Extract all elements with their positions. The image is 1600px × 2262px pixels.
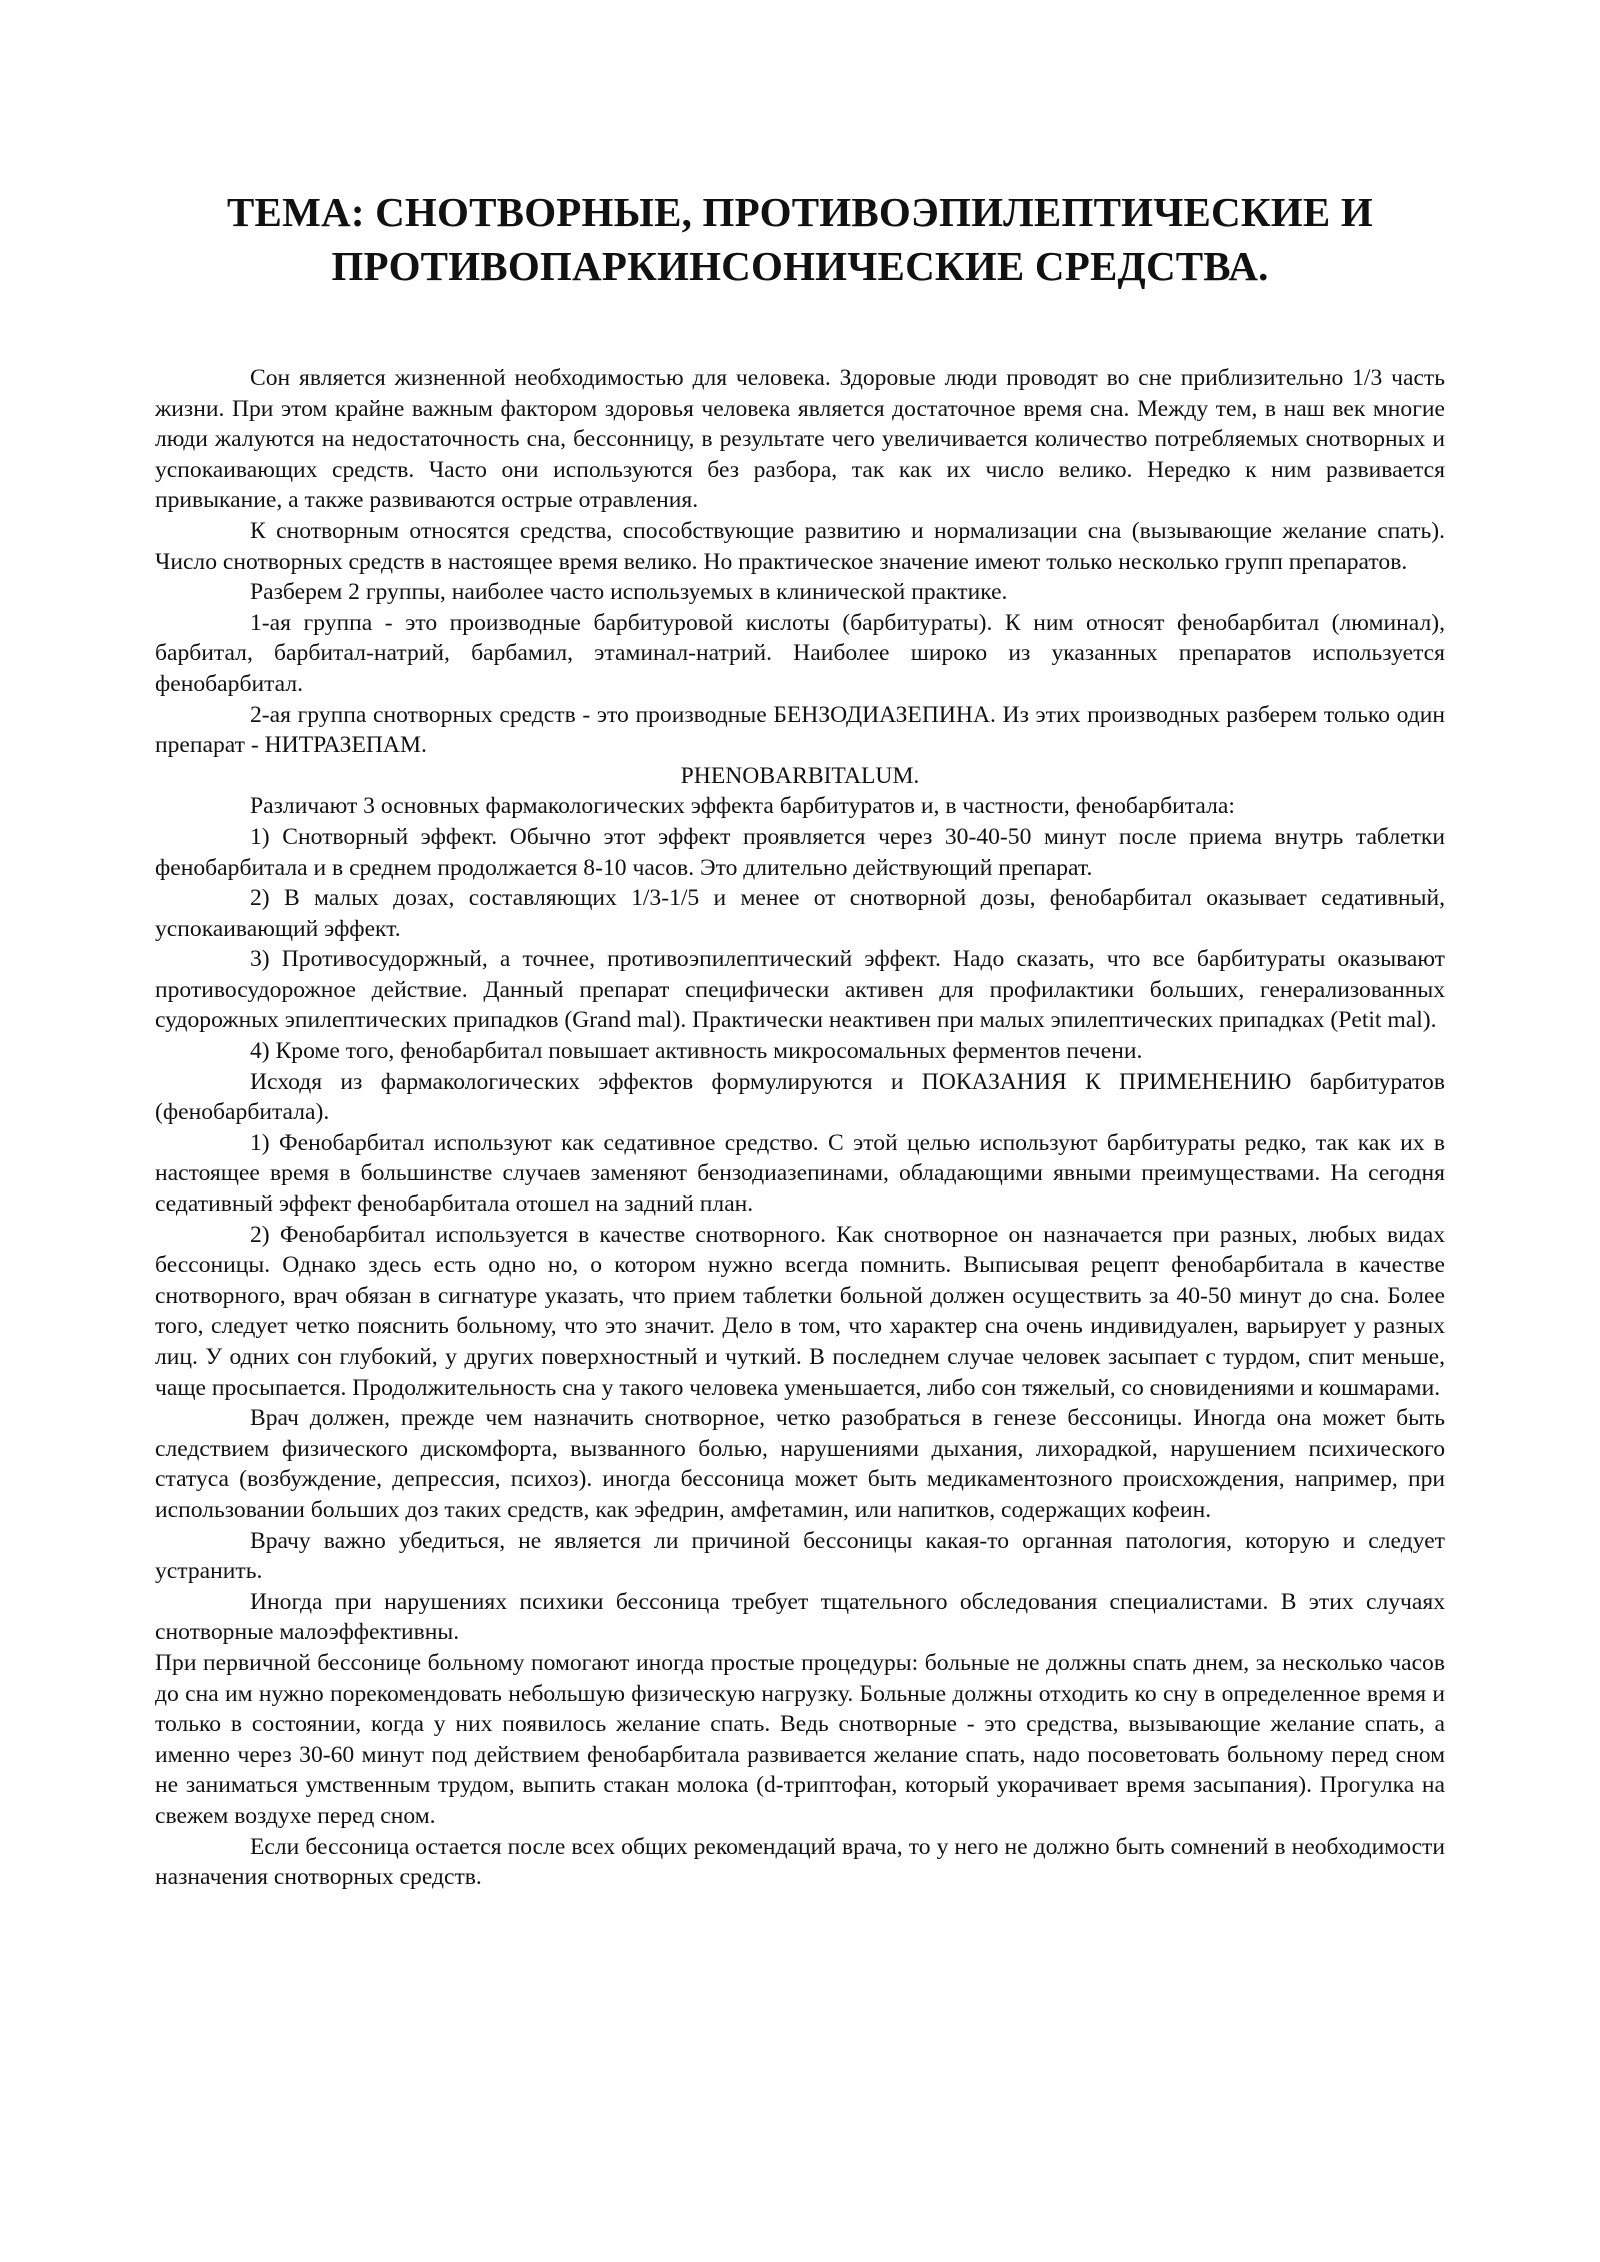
paragraph: Сон является жизненной необходимостью для человека. Здоровые люди проводят во сне приблизительно 1/3 часть жизни. При этом крайне важным фактором здоровья человека является достаточное время сна. Между тем, в наш век многие люди жалуются на недостаточность сна, бессонницу, в результате чего увеличивается количество потребляемых снотворных и успокаивающих средств. Часто они используются без разбора, так как их число велико. Нередко к ним развивается привыкание, а также развиваются острые отравления. <box>155 365 1445 514</box>
paragraph: 2) В малых дозах, составляющих 1/3-1/5 и менее от снотворной дозы, фенобарбитал оказывает седативный, успокаивающий эффект. <box>155 885 1445 942</box>
paragraph: Врач должен, прежде чем назначить снотворное, четко разобраться в генезе бессоницы. Иногда она может быть следствием физического дискомфорта, вызванного болью, нарушениями дыхания, лихорадкой, нарушением психического статуса (возбуждение, депрессия, психоз). иногда бессоница может быть медикаментозного происхождения, например, при использовании больших доз таких средств, как эфедрин, амфетамин, или напитков, содержащих кофеин. <box>155 1405 1445 1523</box>
paragraph: Разберем 2 группы, наиболее часто используемых в клинической практике. <box>250 579 1008 606</box>
paragraph: Исходя из фармакологических эффектов формулируются и ПОКАЗАНИЯ К ПРИМЕНЕНИЮ барбитуратов (фенобарбитала). <box>155 1068 1445 1126</box>
paragraph: 2) Фенобарбитал используется в качестве снотворного. Как снотворное он назначается при разных, любых видах бессоницы. Однако здесь есть одно но, о котором нужно всегда помнить. Выписывая рецепт фенобарбитала в качестве снотворного, врач обязан в сигнатуре указать, что прием таблетки больной должен осуществить за 40-50 минут до сна. Более того, следует четко пояснить больному, что это значит. Дело в том, что характер сна очень индивидуален, варьирует у разных лиц. У одних сон глубокий, у других поверхностный и чуткий. В последнем случае человек засыпает с турдом, спит меньше, чаще просыпается. Продолжительность сна у такого человека уменьшается, либо сон тяжелый, со сновидениями и кошмарами. <box>155 1221 1445 1401</box>
paragraph: Иногда при нарушениях психики бессоница требует тщательного обследования специалистами. В этих случаях снотворные малоэффективны. <box>155 1588 1445 1646</box>
paragraph: Врачу важно убедиться, не является ли причиной бессоницы какая-то органная патология, которую и следует устранить. <box>155 1527 1445 1585</box>
paragraph: К снотворным относятся средства, способствующие развитию и нормализации сна (вызывающие желание спать). Число снотворных средств в настоящее время велико. Но практическое значение имеют только несколько групп препаратов. <box>155 517 1445 575</box>
title-line-2: ПРОТИВОПАРКИНСОНИЧЕСКИЕ СРЕДСТВА. <box>331 243 1269 289</box>
paragraph: 1-ая группа - это производные барбитуровой кислоты (барбитураты). К ним относят фенобарбитал (люминал), барбитал, барбитал-натрий, барбамил, этаминал-натрий. Наиболее широко из указанных препаратов используется фенобарбитал. <box>155 609 1445 697</box>
paragraph: 1) Фенобарбитал используют как седативное средство. С этой целью используют барбитураты редко, так как их в настоящее время в большинстве случаев заменяют бензодиазепинами, обладающими явными преимуществами. На сегодня седативный эффект фенобарбитала отошел на задний план. <box>155 1129 1445 1218</box>
paragraph: 3) Противосудоржный, а точнее, противоэпилептический эффект. Надо сказать, что все барбитураты оказывают противосудорожное действие. Данный препарат специфически активен для профилактики больших, генерализованных судорожных эпилептических припадков (Grand mal). Практически неактивен при малых эпилептических припадках (Petit mal). <box>155 946 1445 1034</box>
paragraph: Различают 3 основных фармакологических эффекта барбитуратов и, в частности, фенобарбитала: <box>250 793 1235 820</box>
document-page <box>155 185 1445 1893</box>
paragraph: При первичной бессонице больному помогают иногда простые процедуры: больные не должны спать днем, за несколько часов до сна им нужно порекомендовать небольшую физическую нагрузку. Больные должны отходить ко сну в определенное время и только в состоянии, когда у них появилось желание спать. Ведь снотворные - это средства, вызывающие желание спать, а именно через 30-60 минут под действием фенобарбитала развивается желание спать, надо посоветовать больному перед сном не заниматься умственным трудом, выпить стакан молока (d-триптофан, который укорачивает время засыпания). Прогулка на свежем воздухе перед сном. <box>155 1649 1445 1829</box>
document-body <box>155 363 1445 1893</box>
paragraph: 2-ая группа снотворных средств - это производные БЕНЗОДИАЗЕПИНА. Из этих производных разберем только один препарат - НИТРАЗЕПАМ. <box>155 701 1445 759</box>
title-line-1: ТЕМА: СНОТВОРНЫЕ, ПРОТИВОЭПИЛЕПТИЧЕСКИЕ И <box>227 189 1373 235</box>
paragraph: 4) Кроме того, фенобарбитал повышает активность микросомальных ферментов печени. <box>250 1038 1143 1065</box>
paragraph: Если бессоница остается после всех общих рекомендаций врача, то у него не должно быть сомнений в необходимости назначения снотворных средств. <box>155 1833 1445 1891</box>
document-title <box>155 185 1445 293</box>
section-heading: PHENOBARBITALUM. <box>680 762 920 789</box>
paragraph: 1) Снотворный эффект. Обычно этот эффект проявляется через 30-40-50 минут после приема внутрь таблетки фенобарбитала и в среднем продолжается 8-10 часов. Это длительно действующий препарат. <box>155 823 1445 881</box>
